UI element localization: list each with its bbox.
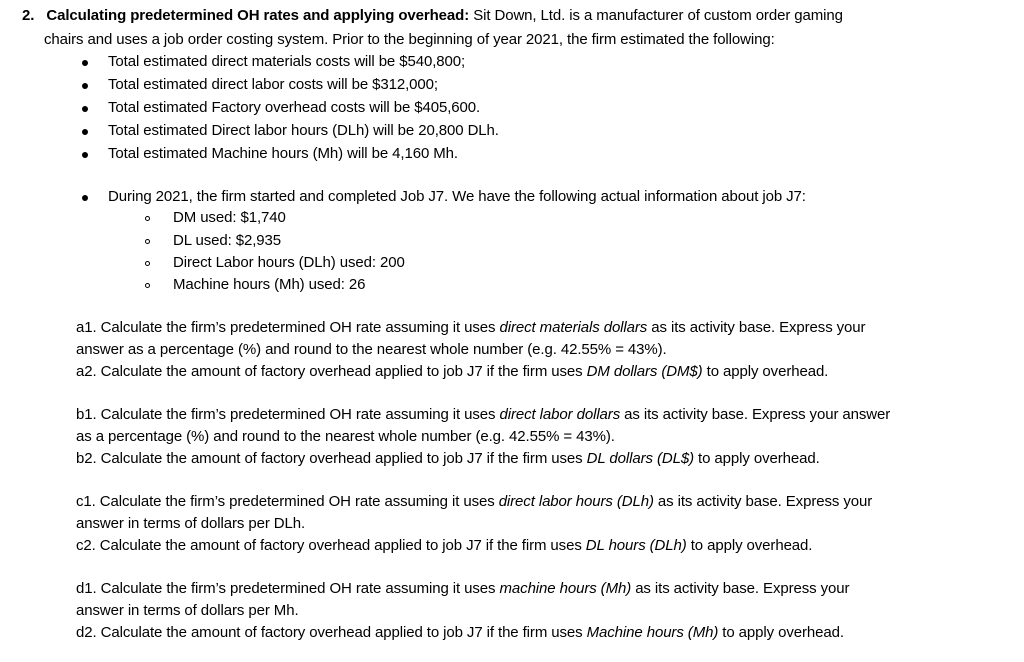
job-intro: During 2021, the firm started and completed Job J7. We have the following actual information about job J7: (108, 188, 806, 205)
question-text: to apply overhead. (702, 363, 829, 380)
question-emphasis: DL dollars (DL$) (586, 450, 694, 467)
question-emphasis: direct materials dollars (499, 319, 648, 336)
question-d2 (76, 623, 844, 643)
question-text: to apply overhead. (718, 624, 844, 641)
problem-heading (22, 6, 843, 26)
bullet-icon (82, 60, 88, 66)
question-c1-line2: answer in terms of dollars per DLh. (76, 515, 306, 532)
estimate-item: Total estimated direct materials costs will be $540,800; (108, 53, 466, 70)
question-c1 (76, 492, 872, 512)
sub-bullet-icon (145, 216, 150, 221)
sub-bullet-icon (145, 283, 150, 288)
question-a1-line2: answer as a percentage (%) and round to the nearest whole number (e.g. 42.55% = 43%). (76, 341, 667, 358)
question-text: as its activity base. Express your (653, 493, 873, 510)
question-b2 (76, 449, 820, 469)
question-c2 (76, 536, 812, 556)
bullet-icon (82, 129, 88, 135)
estimate-item: Total estimated Factory overhead costs will be $405,600. (108, 99, 481, 116)
problem-number: 2. (22, 7, 35, 24)
question-a2 (76, 362, 828, 382)
job-detail-item: DL used: $2,935 (173, 232, 282, 249)
estimate-item: Total estimated Machine hours (Mh) will be 4,160 Mh. (108, 145, 458, 162)
question-text: b2. Calculate the amount of factory overhead applied to job J7 if the firm uses (76, 450, 587, 467)
problem-intro-line2: chairs and uses a job order costing system. Prior to the beginning of year 2021, the firm estimated the following: (44, 31, 775, 48)
bullet-icon (82, 83, 88, 89)
estimate-item: Total estimated direct labor costs will be $312,000; (108, 76, 438, 93)
question-text: a1. Calculate the firm’s predetermined OH rate assuming it uses (76, 319, 500, 336)
question-text: as its activity base. Express your answer (620, 406, 891, 423)
question-emphasis: direct labor dollars (499, 406, 621, 423)
job-detail-item: DM used: $1,740 (173, 209, 286, 226)
sub-bullet-icon (145, 261, 150, 266)
question-text: c2. Calculate the amount of factory overhead applied to job J7 if the firm uses (76, 537, 586, 554)
question-d1 (76, 579, 849, 599)
question-text: to apply overhead. (686, 537, 813, 554)
question-b1 (76, 405, 890, 425)
question-text: b1. Calculate the firm’s predetermined OH rate assuming it uses (76, 406, 500, 423)
question-text: d2. Calculate the amount of factory overhead applied to job J7 if the firm uses (76, 624, 587, 641)
question-text: as its activity base. Express your (631, 580, 850, 597)
question-a1 (76, 318, 865, 338)
problem-intro-line1: Sit Down, Ltd. is a manufacturer of custom order gaming (473, 7, 843, 24)
question-emphasis: machine hours (Mh) (499, 580, 632, 597)
job-detail-item: Direct Labor hours (DLh) used: 200 (173, 254, 405, 271)
question-text: c1. Calculate the firm’s predetermined OH rate assuming it uses (76, 493, 499, 510)
problem-title: Calculating predetermined OH rates and applying overhead: (46, 7, 470, 24)
question-emphasis: DL hours (DLh) (585, 537, 687, 554)
question-text: as its activity base. Express your (647, 319, 866, 336)
question-text: a2. Calculate the amount of factory overhead applied to job J7 if the firm uses (76, 363, 587, 380)
question-text: to apply overhead. (693, 450, 820, 467)
bullet-icon (82, 195, 88, 201)
sub-bullet-icon (145, 239, 150, 244)
question-d1-line2: answer in terms of dollars per Mh. (76, 602, 299, 619)
estimate-item: Total estimated Direct labor hours (DLh) will be 20,800 DLh. (108, 122, 499, 139)
question-b1-line2: as a percentage (%) and round to the nearest whole number (e.g. 42.55% = 43%). (76, 428, 615, 445)
bullet-icon (82, 106, 88, 112)
question-emphasis: direct labor hours (DLh) (498, 493, 654, 510)
job-detail-item: Machine hours (Mh) used: 26 (173, 276, 366, 293)
question-text: d1. Calculate the firm’s predetermined OH rate assuming it uses (76, 580, 500, 597)
question-emphasis: Machine hours (Mh) (586, 624, 719, 641)
question-emphasis: DM dollars (DM$) (586, 363, 703, 380)
bullet-icon (82, 152, 88, 158)
